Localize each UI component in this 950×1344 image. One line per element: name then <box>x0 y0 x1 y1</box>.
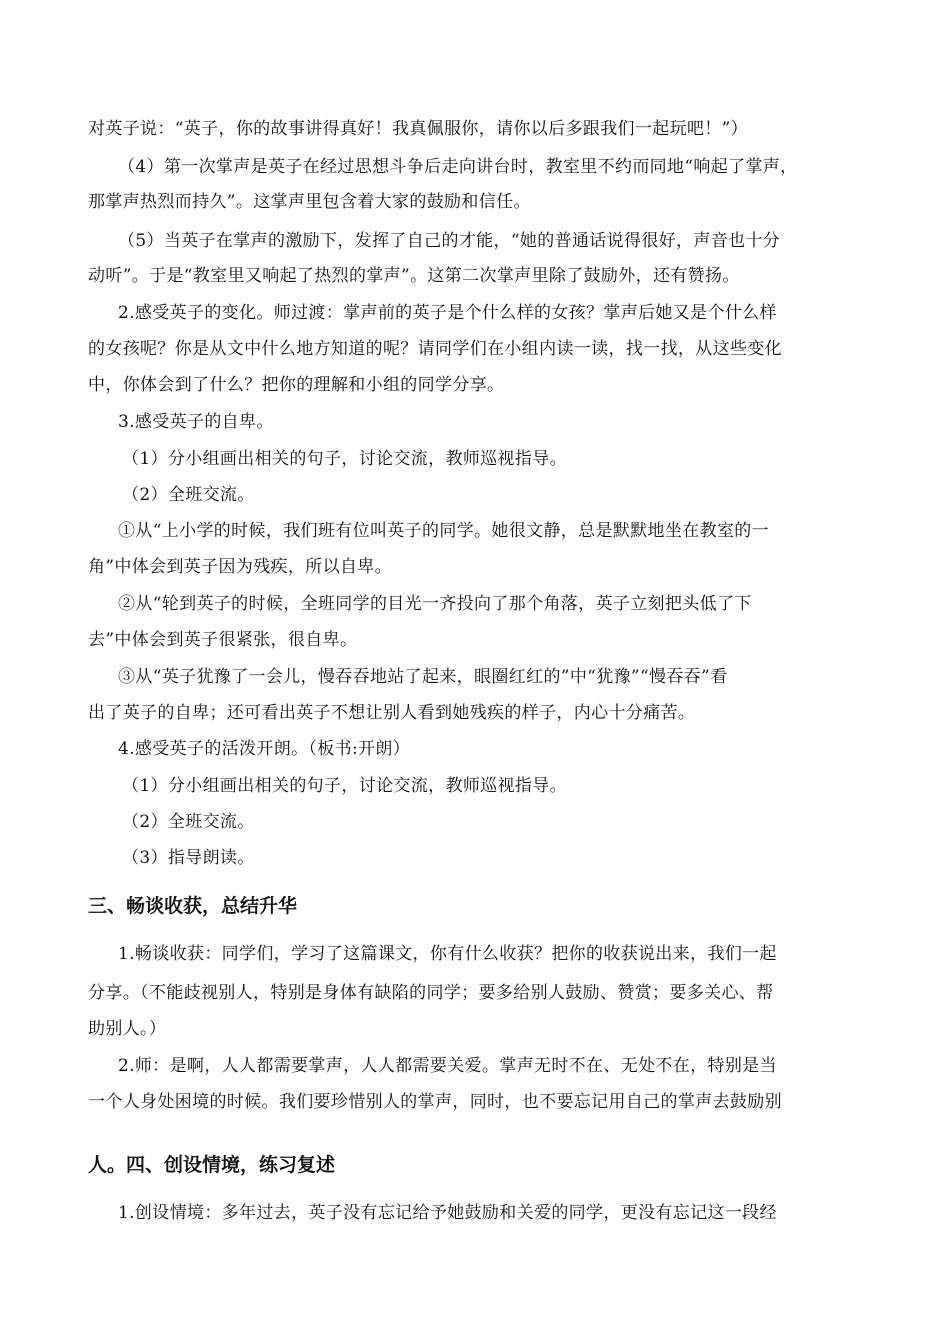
paragraph-line: 对英子说：“英子，你的故事讲得真好！我真佩服你，请你以后多跟我们一起玩吧！”） <box>88 119 749 139</box>
paragraph-line: 1.创设情境：多年过去，英子没有忘记给予她鼓励和关爱的同学，更没有忘记这一段经 <box>118 1203 777 1223</box>
paragraph-line: （3）指导朗读。 <box>122 848 255 868</box>
paragraph-line: 去”中体会到英子很紧张，很自卑。 <box>88 630 358 650</box>
paragraph-line: 助别人。） <box>88 1019 167 1039</box>
paragraph-line: 4.感受英子的活泼开朗。（板书:开朗） <box>118 739 411 759</box>
paragraph-line: 的女孩呢？你是从文中什么地方知道的呢？请同学们在小组内读一读，找一找，从这些变化 <box>88 339 782 359</box>
paragraph-line: 那掌声热烈而持久”。这掌声里包含着大家的鼓励和信任。 <box>88 192 531 212</box>
paragraph-line: ③从“英子犹豫了一会儿，慢吞吞地站了起来，眼圈红红的”中“犹豫”“慢吞吞”看 <box>118 667 728 687</box>
paragraph-line: 分享。（不能歧视别人，特别是身体有缺陷的同学；要多给别人鼓励、赞赏；要多关心、帮 <box>88 983 774 1003</box>
section-heading: 人。四、创设情境，练习复述 <box>88 1154 336 1176</box>
paragraph-line: 角”中体会到英子因为残疾，所以自卑。 <box>88 557 392 577</box>
paragraph-line: 2.师：是啊，人人都需要掌声，人人都需要关爱。掌声无时不在、无处不在，特别是当 <box>118 1056 777 1076</box>
paragraph-line: 2.感受英子的变化。师过渡：掌声前的英子是个什么样的女孩？掌声后她又是个什么样 <box>118 303 777 323</box>
paragraph-line: 一个人身处困境的时候。我们要珍惜别人的掌声，同时，也不要忘记用自己的掌声去鼓励别 <box>88 1092 782 1112</box>
paragraph-line: 3.感受英子的自卑。 <box>118 412 274 432</box>
paragraph-line: （5）当英子在掌声的激励下，发挥了自己的才能，“她的普通话说得很好，声音也十分 <box>118 231 781 251</box>
paragraph-line: （2）全班交流。 <box>122 812 255 832</box>
paragraph-line: （1）分小组画出相关的句子，讨论交流，教师巡视指导。 <box>122 776 567 796</box>
paragraph-line: 出了英子的自卑；还可看出英子不想让别人看到她残疾的样子，内心十分痛苦。 <box>88 703 696 723</box>
paragraph-line: 中，你体会到了什么？把你的理解和小组的同学分享。 <box>88 375 505 395</box>
paragraph-line: （1）分小组画出相关的句子，讨论交流，教师巡视指导。 <box>122 449 567 469</box>
paragraph-line: ②从“轮到英子的时候，全班同学的目光一齐投向了那个角落，英子立刻把头低了下 <box>118 594 752 614</box>
paragraph-line: 1.畅谈收获：同学们，学习了这篇课文，你有什么收获？把你的收获说出来，我们一起 <box>118 944 777 964</box>
paragraph-line: （4）第一次掌声是英子在经过思想斗争后走向讲台时，教室里不约而同地“响起了掌声， <box>118 157 798 177</box>
section-heading: 三、畅谈收获，总结升华 <box>88 895 298 917</box>
paragraph-line: （2）全班交流。 <box>122 485 255 505</box>
paragraph-line: 动听”。于是“教室里又响起了热烈的掌声”。这第二次掌声里除了鼓励外，还有赞扬。 <box>88 266 740 286</box>
paragraph-line: ①从“上小学的时候，我们班有位叫英子的同学。她很文静，总是默默地坐在教室的一 <box>118 521 769 541</box>
